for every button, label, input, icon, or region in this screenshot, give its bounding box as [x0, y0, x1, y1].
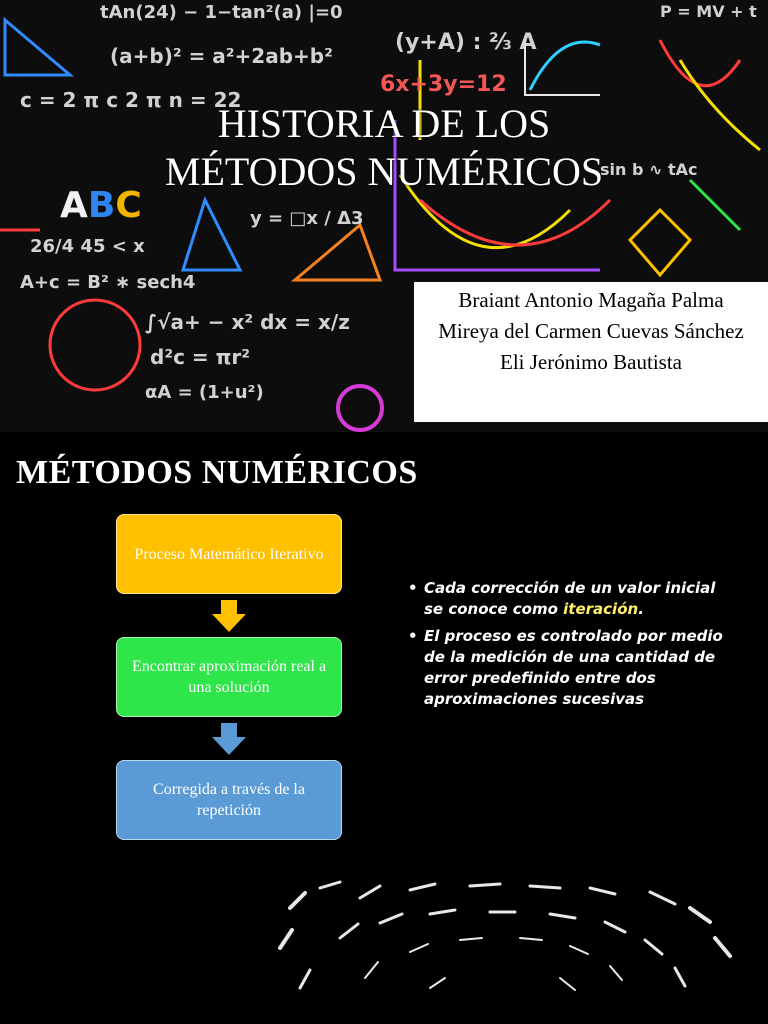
highlighted-term: iteración — [563, 600, 639, 618]
flow-step-approximation: Encontrar aproximación real a una solución — [116, 637, 342, 717]
flow-step-correction: Corregida a través de la repetición — [116, 760, 342, 840]
bullet-list — [406, 578, 726, 716]
chalk-formula: sin b ∿ tAc — [600, 160, 698, 179]
bullet-text: . — [638, 600, 644, 618]
bullet-item — [406, 578, 726, 620]
author-name: Eli Jerónimo Bautista — [500, 350, 682, 374]
chalk-formula: αA = (1+u²) — [145, 382, 264, 403]
chalk-formula: (y+A) : ⅔ A — [395, 30, 537, 55]
author-name: Braiant Antonio Magaña Palma — [458, 288, 724, 312]
chalk-formula: y = □x / Δ3 — [250, 208, 364, 229]
tunnel-graphic — [270, 878, 746, 1024]
bullet-text: Cada corrección de un valor inicial se conoce como — [424, 579, 716, 618]
title-line-1: HISTORIA DE LOS — [217, 101, 551, 146]
chalk-formula: ABC — [60, 185, 142, 226]
authors-box — [414, 282, 768, 422]
down-arrow-icon — [212, 600, 246, 632]
chalk-formula: P = MV + t — [660, 2, 757, 21]
author-name: Mireya del Carmen Cuevas Sánchez — [438, 319, 744, 343]
chalk-formula: c = 2 π c 2 π n = 22 — [20, 88, 242, 112]
down-arrow-icon — [212, 723, 246, 755]
chalk-formula: ∫√a+ − x² dx = x/z — [145, 310, 350, 334]
methods-slide — [0, 432, 768, 880]
title-slide — [0, 0, 768, 432]
chalk-formula: 6x+3y=12 — [380, 72, 507, 97]
flow-step-process: Proceso Matemático Iterativo — [116, 514, 342, 594]
presentation-title — [60, 100, 708, 196]
chalk-formula: (a+b)² = a²+2ab+b² — [110, 44, 333, 68]
chalk-formula: 26/4 45 < x — [30, 236, 145, 257]
bullet-item: • El proceso es controlado por medio de la medición de una cantidad de error predefinido entre dos aproximaciones sucesivas — [406, 626, 726, 710]
slide-title: MÉTODOS NUMÉRICOS — [16, 454, 418, 491]
title-line-2: MÉTODOS NUMÉRICOS — [164, 149, 604, 194]
chalk-formula: tAn(24) − 1−tan²(a) |=0 — [100, 2, 343, 23]
chalk-formula: d²c = πr² — [150, 345, 251, 369]
chalk-formula: A+c = B² ∗ sech4 — [20, 272, 196, 293]
tunnel-image — [270, 878, 746, 1024]
